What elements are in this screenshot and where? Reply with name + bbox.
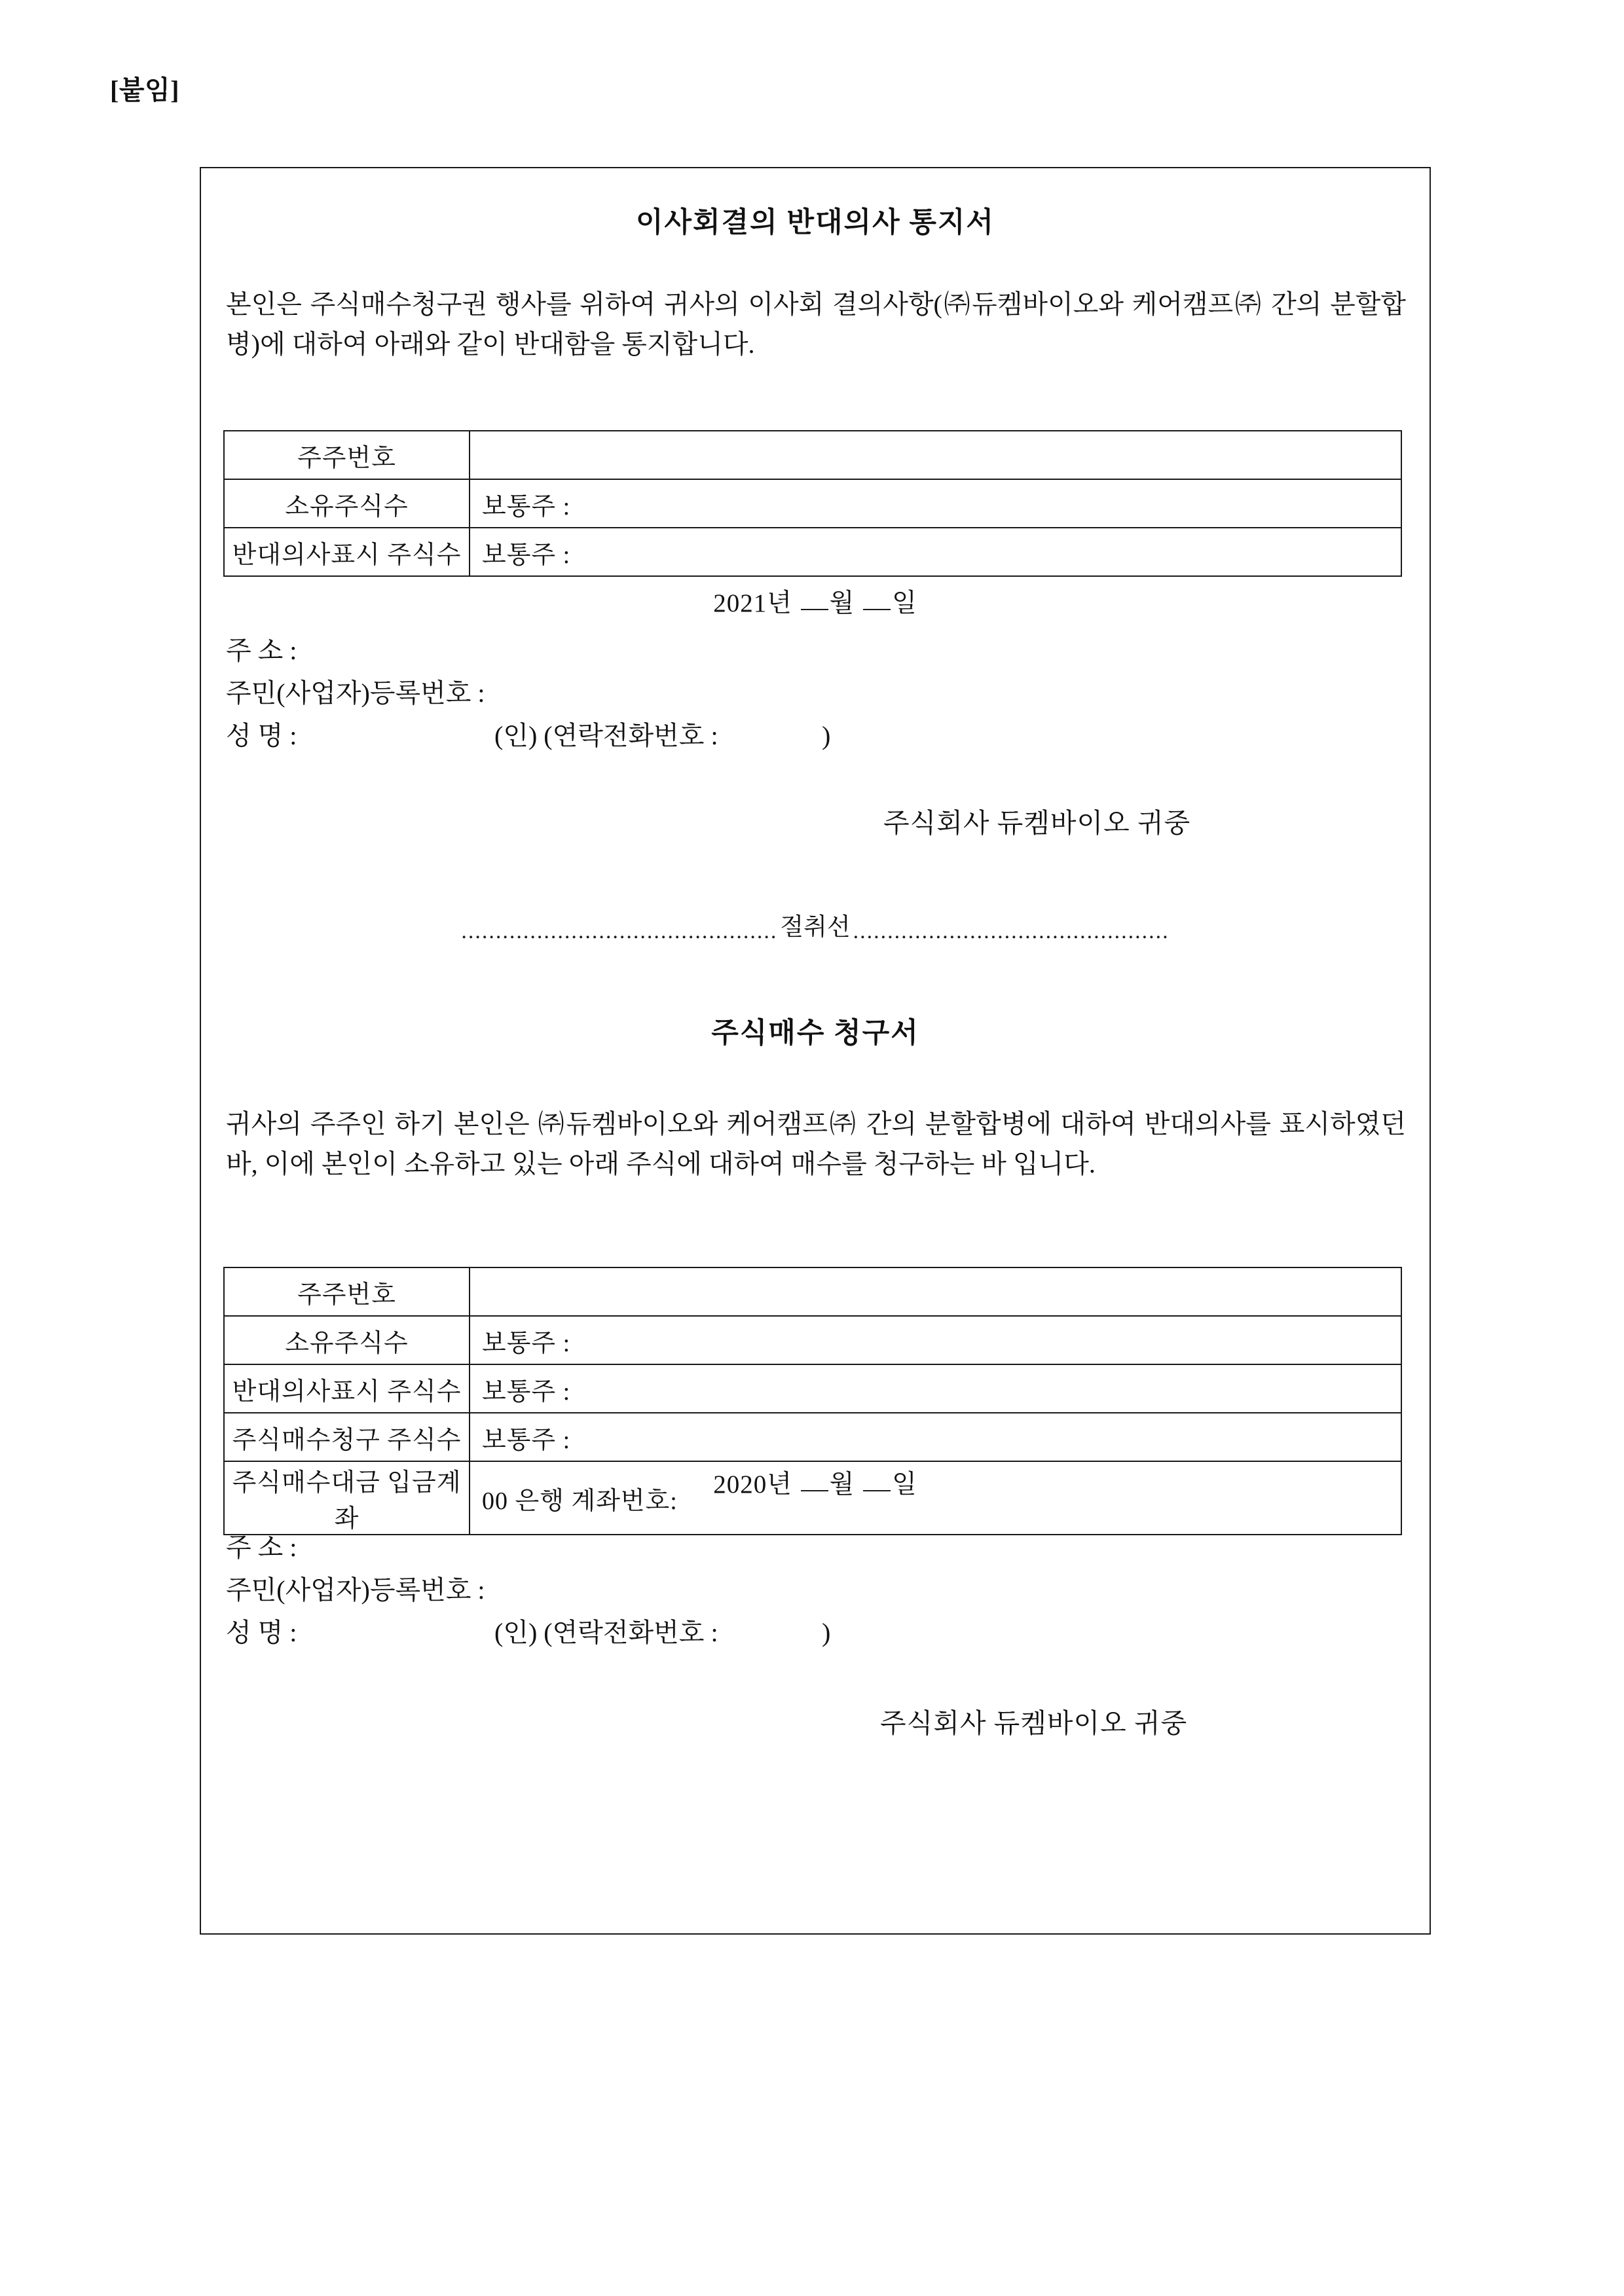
table-row — [224, 1316, 1401, 1364]
date-year-unit: 년 — [767, 589, 792, 617]
seal-and-phone-label: (인) (연락전화번호 : — [494, 1618, 718, 1647]
table-label-cell: 주주번호 — [224, 1267, 470, 1316]
table-label-cell: 소유주식수 — [224, 1316, 470, 1364]
phone-paren-close: ) — [822, 1618, 831, 1647]
section-two-date-line — [201, 1472, 1430, 1497]
phone-paren-close: ) — [822, 721, 831, 750]
name-label: 성 명 : — [226, 1618, 297, 1647]
registration-row — [226, 1569, 1406, 1612]
table-label-cell: 주식매수청구 주식수 — [224, 1413, 470, 1461]
table-row — [224, 431, 1401, 479]
date-day-unit: 일 — [892, 1470, 917, 1499]
date-year-unit: 년 — [767, 1470, 792, 1499]
address-row — [226, 1527, 1406, 1569]
table-value-cell[interactable]: 보통주 : — [470, 479, 1401, 528]
date-month-unit: 월 — [829, 589, 855, 617]
section-one-addressee: 주식회사 듀켐바이오 귀중 — [883, 808, 1191, 838]
table-label-cell: 주주번호 — [224, 431, 470, 479]
address-label: 주 소 : — [226, 636, 297, 665]
table-value-cell[interactable]: 보통주 : — [470, 1316, 1401, 1364]
section-two-addressee: 주식회사 듀켐바이오 귀중 — [880, 1708, 1188, 1738]
document-body — [201, 168, 1430, 1933]
registration-label: 주민(사업자)등록번호 : — [226, 678, 485, 708]
seal-and-phone-label: (인) (연락전화번호 : — [494, 721, 718, 750]
date-day-blank[interactable] — [863, 609, 891, 610]
section-one-title: 이사회결의 반대의사 통지서 — [636, 208, 995, 238]
date-year: 2020 — [713, 1470, 767, 1499]
section-one-signer-block — [226, 630, 1406, 757]
date-day-unit: 일 — [892, 589, 917, 617]
name-label: 성 명 : — [226, 721, 297, 750]
attachment-tag: [붙임] — [110, 75, 179, 105]
cut-line-dots-left: .............................................. — [461, 920, 778, 943]
registration-label: 주민(사업자)등록번호 : — [226, 1575, 485, 1605]
date-month-blank[interactable] — [801, 1490, 828, 1491]
document-page-frame — [200, 167, 1431, 1935]
address-row — [226, 630, 1406, 672]
date-day-blank[interactable] — [863, 1490, 891, 1491]
table-value-cell[interactable]: 00 은행 계좌번호: — [470, 1461, 1401, 1535]
table-value-cell[interactable]: 보통주 : — [470, 1413, 1401, 1461]
cut-line-dots-right: .............................................. — [853, 920, 1170, 943]
table-label-cell: 주식매수대금 입금계좌 — [224, 1461, 470, 1535]
table-row — [224, 528, 1401, 576]
section-one-table — [223, 430, 1402, 577]
address-label: 주 소 : — [226, 1533, 297, 1562]
cut-line — [225, 911, 1406, 943]
section-two-signer-block — [226, 1527, 1406, 1654]
table-row — [224, 1413, 1401, 1461]
name-row — [226, 1612, 1406, 1654]
table-value-cell[interactable]: 보통주 : — [470, 528, 1401, 576]
registration-row — [226, 672, 1406, 715]
date-year: 2021 — [713, 589, 767, 617]
section-two-paragraph: 귀사의 주주인 하기 본인은 ㈜듀켐바이오와 케어캠프㈜ 간의 분할합병에 대하여 반대의사를 표시하였던 바, 이에 본인이 소유하고 있는 아래 주식에 대하여 매수를 청구하는 바 입니다. — [226, 1109, 1406, 1178]
date-month-unit: 월 — [829, 1470, 855, 1499]
table-label-cell: 반대의사표시 주식수 — [224, 1364, 470, 1413]
section-two-title: 주식매수 청구서 — [711, 1018, 919, 1049]
table-row — [224, 1267, 1401, 1316]
table-label-cell: 반대의사표시 주식수 — [224, 528, 470, 576]
table-value-cell[interactable] — [470, 431, 1401, 479]
name-row — [226, 715, 1406, 757]
section-one-date-line — [201, 591, 1430, 616]
table-label-cell: 소유주식수 — [224, 479, 470, 528]
table-value-cell[interactable] — [470, 1267, 1401, 1316]
table-row — [224, 479, 1401, 528]
table-value-cell[interactable]: 보통주 : — [470, 1364, 1401, 1413]
cut-line-label: 절취선 — [780, 913, 851, 941]
table-row — [224, 1364, 1401, 1413]
section-one-paragraph: 본인은 주식매수청구권 행사를 위하여 귀사의 이사회 결의사항(㈜듀켐바이오와 케어캠프㈜ 간의 분할합병)에 대하여 아래와 같이 반대함을 통지합니다. — [226, 289, 1406, 359]
date-month-blank[interactable] — [801, 609, 828, 610]
